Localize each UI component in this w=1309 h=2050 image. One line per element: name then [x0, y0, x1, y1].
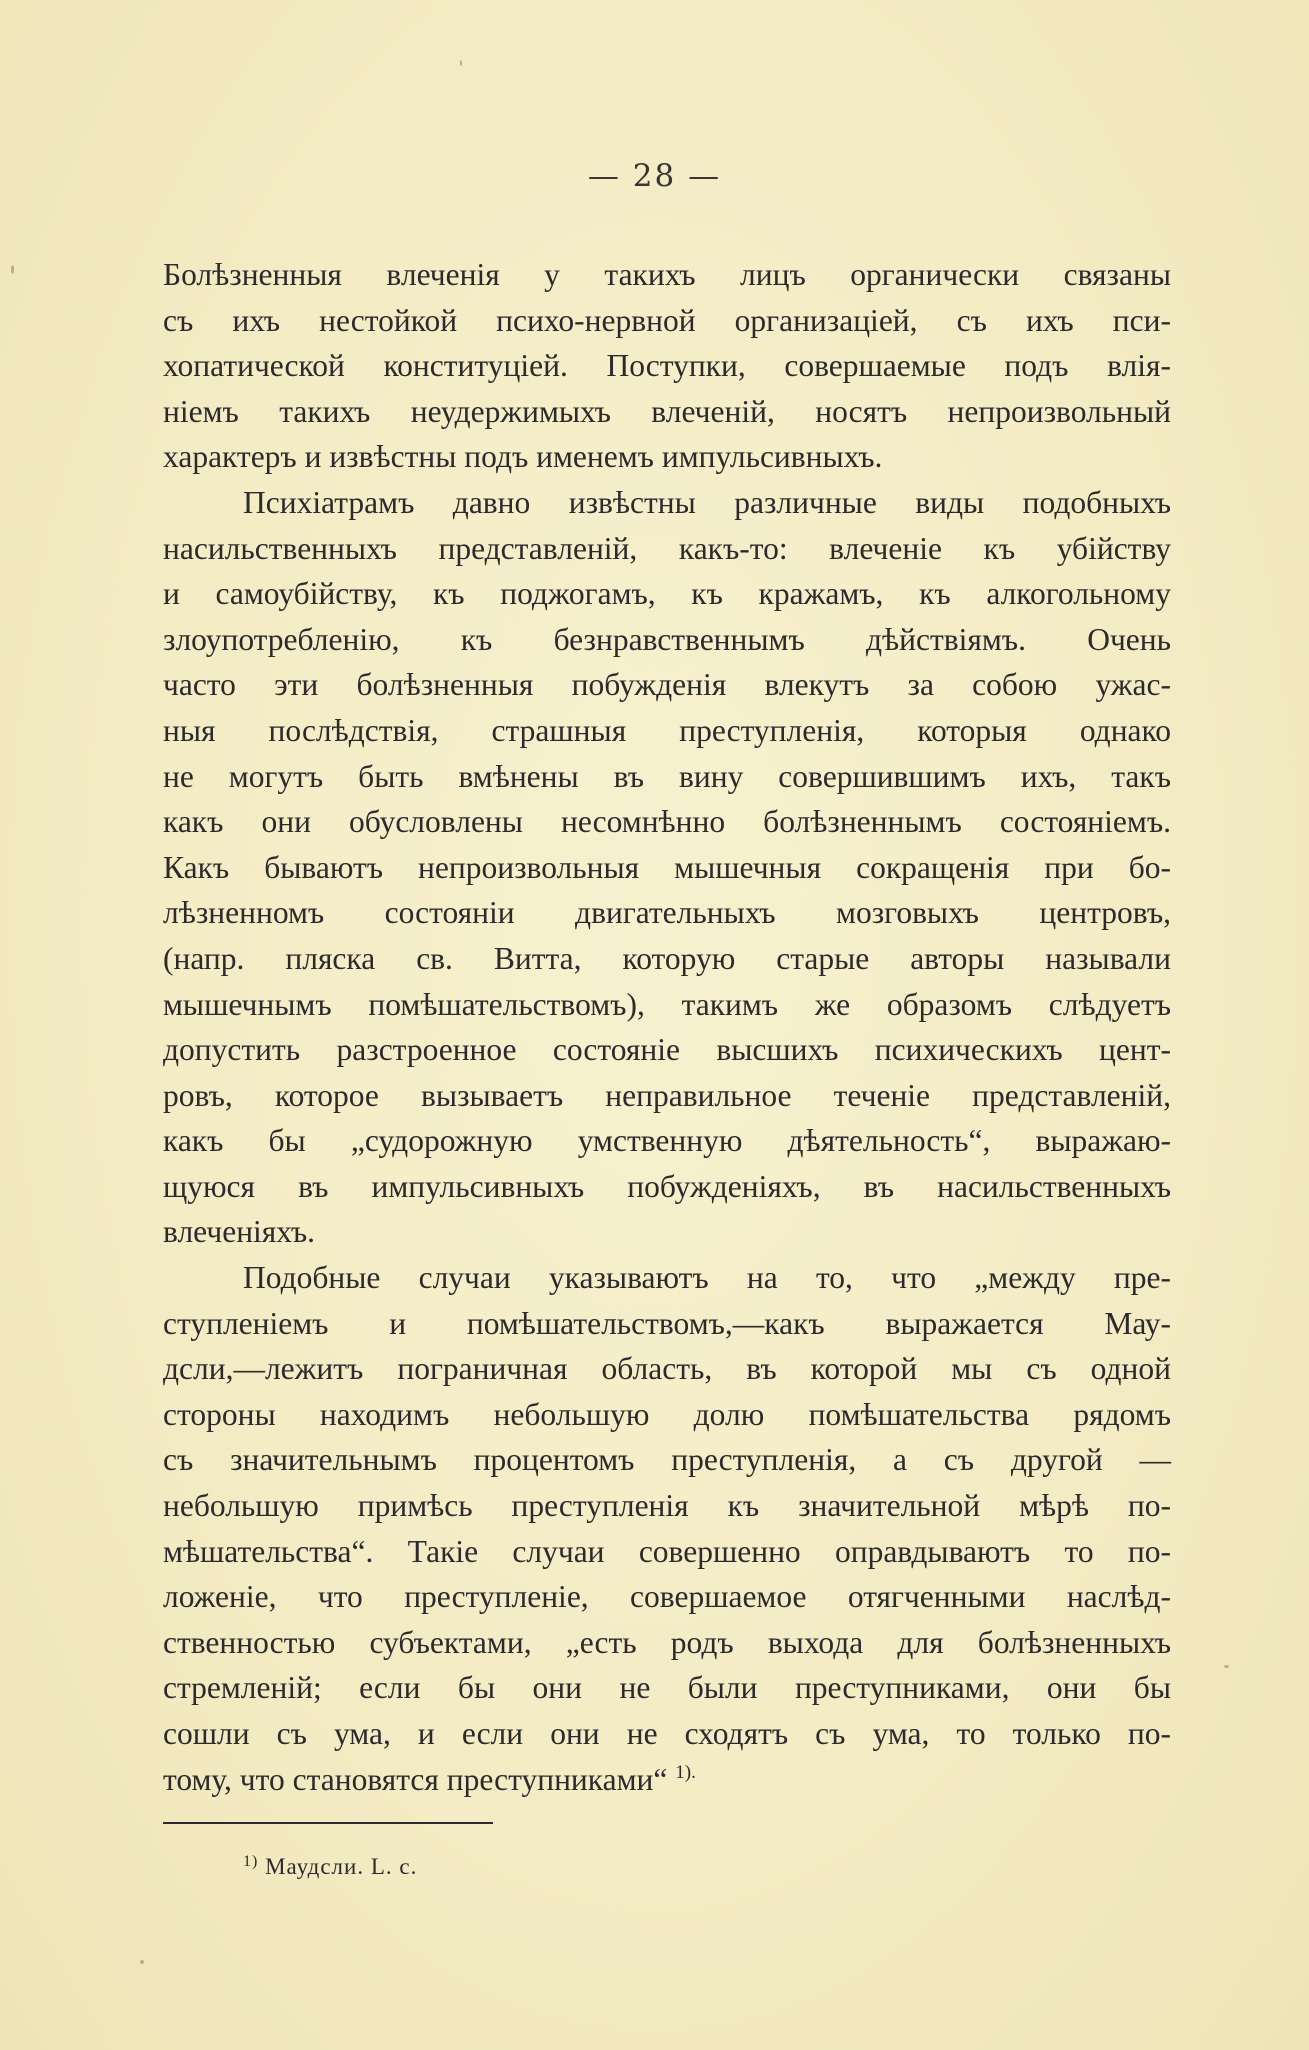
text-line: Какъ бываютъ непроизвольныя мышечныя сокращенія при бо- — [163, 849, 1171, 885]
text-line: съ значительнымъ процентомъ преступленія, а съ другой — — [163, 1442, 1171, 1478]
text-line: лѣзненномъ состояніи двигательныхъ мозговыхъ центровъ, — [163, 895, 1171, 931]
text-line: ступленіемъ и помѣшательствомъ,—какъ выражается Мау- — [163, 1305, 1171, 1341]
footnote-divider — [163, 1822, 493, 1824]
text-line: ложеніе, что преступленіе, совершаемое отягченными наслѣд- — [163, 1579, 1171, 1615]
text-line: допустить разстроенное состояніе высшихъ психическихъ цент- — [163, 1032, 1171, 1068]
text-line: ственностью субъектами, „есть родъ выхода для болѣзненныхъ — [163, 1624, 1171, 1660]
paragraph-3 — [163, 1255, 1171, 1802]
text-line: характеръ и извѣстны подъ именемъ импульсивныхъ. — [163, 439, 883, 475]
text-line: съ ихъ нестойкой психо-нервной организацiей, съ ихъ пси- — [163, 302, 1171, 338]
final-line-text: тому, что становятся преступниками“ — [163, 1761, 676, 1797]
text-line: ніемъ такихъ неудержимыхъ влеченій, носятъ непроизвольный — [163, 393, 1171, 429]
text-line: Подобные случаи указываютъ на то, что „между пре- — [243, 1260, 1171, 1296]
text-line: стороны находимъ небольшую долю помѣшательства рядомъ — [163, 1396, 1171, 1432]
text-line: ныя послѣдствія, страшныя преступленія, которыя однако — [163, 712, 1171, 748]
text-line: стремленій; если бы они не были преступниками, они бы — [163, 1670, 1171, 1706]
footnote — [243, 1853, 417, 1880]
text-line: Психіатрамъ давно извѣстны различные виды подобныхъ — [243, 484, 1171, 520]
text-line-final — [163, 1757, 1171, 1803]
text-line: какъ они обусловлены несомнѣнно болѣзненнымъ состояніемъ. — [163, 804, 1171, 840]
text-line: щуюся въ импульсивныхъ побужденіяхъ, въ насильственныхъ — [163, 1168, 1171, 1204]
text-line: какъ бы „судорожную умственную дѣятельность“, выражаю- — [163, 1123, 1171, 1159]
text-line: мышечнымъ помѣшательствомъ), такимъ же образомъ слѣдуетъ — [163, 986, 1171, 1022]
text-line: небольшую примѣсь преступленія къ значительной мѣрѣ по- — [163, 1488, 1171, 1524]
text-line: сошли съ ума, и если они не сходятъ съ ума, то только по- — [163, 1716, 1171, 1751]
text-line: не могутъ быть вмѣнены въ вину совершившимъ ихъ, такъ — [163, 758, 1171, 794]
page-number: — 28 — — [587, 158, 722, 194]
paragraph-2 — [163, 480, 1171, 1255]
footnote-text: Маудсли. L. c. — [265, 1854, 418, 1879]
text-line: (напр. пляска св. Витта, которую старые авторы называли — [163, 940, 1171, 976]
main-text — [163, 252, 1171, 1802]
text-line: насильственныхъ представленій, какъ-то: влеченіе къ убійству — [163, 530, 1171, 566]
text-line: часто эти болѣзненныя побужденія влекутъ за собою ужас- — [163, 667, 1171, 703]
paper-speck — [1224, 1665, 1229, 1668]
text-line: Болѣзненныя влеченія у такихъ лицъ органически связаны — [163, 257, 1171, 292]
paper-speck — [140, 1960, 144, 1964]
paper-speck — [460, 60, 462, 66]
footnote-mark: 1) — [243, 1853, 259, 1870]
text-line: и самоубійству, къ поджогамъ, къ кражамъ, къ алкогольному — [163, 576, 1171, 612]
text-line: влеченіяхъ. — [163, 1214, 316, 1250]
text-line: ровъ, которое вызываетъ неправильное теченіе представленій, — [163, 1077, 1171, 1113]
text-line: мѣшательства“. Такіе случаи совершенно оправдываютъ то по- — [163, 1533, 1171, 1569]
footnote-reference[interactable]: 1). — [675, 1761, 696, 1783]
paper-speck — [11, 265, 14, 274]
text-line: злоупотребленію, къ безнравственнымъ дѣйствіямъ. Очень — [163, 621, 1171, 657]
text-line: дсли,—лежитъ пограничная область, въ которой мы съ одной — [163, 1351, 1171, 1387]
paragraph-1 — [163, 252, 1171, 480]
text-line: хопатической конституціей. Поступки, совершаемые подъ влія- — [163, 348, 1171, 384]
